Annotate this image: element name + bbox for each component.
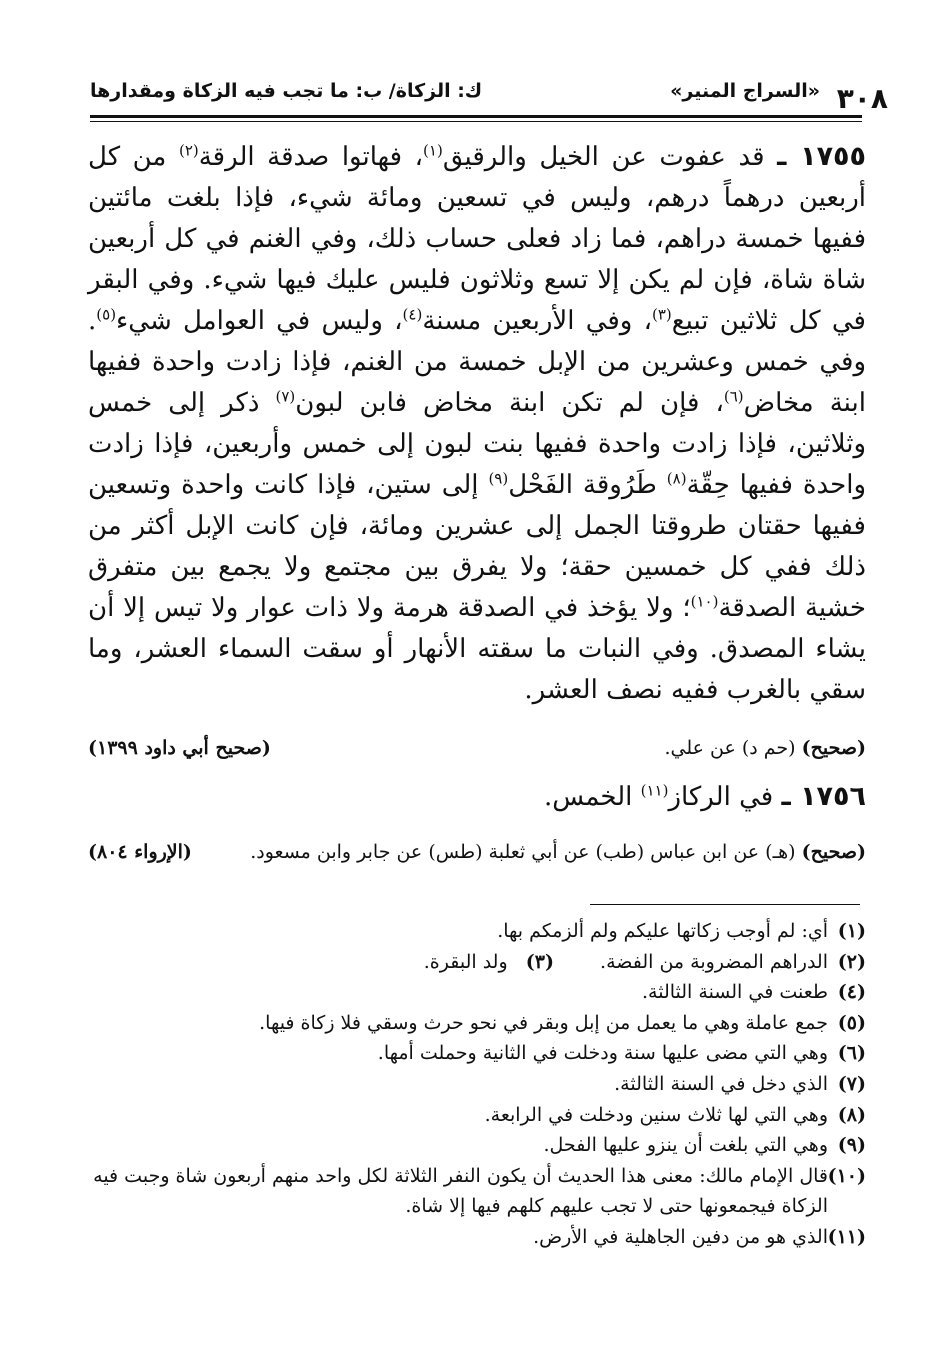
footnote-ref: (١١) <box>640 781 669 800</box>
chapter-title: ك: الزكاة/ ب: ما تجب فيه الزكاة ومقدارها <box>90 80 483 102</box>
footnote-item <box>88 1008 866 1039</box>
hadith-1755 <box>88 136 866 711</box>
footnote-text: قال الإمام مالك: معنى هذا الحديث أن يكون النفر الثلاثة لكل واحد منهم أربعون شاة وجبت فيه الزكاة فيجمعونها حتى لا تجب عليهم كلهم فيها إلا شاة. <box>93 1164 828 1218</box>
source-line-1756 <box>88 838 866 866</box>
footnote-inline <box>424 947 554 978</box>
hadith-1756 <box>88 776 866 818</box>
hadith-text: ، وفي الأربعين مسنة <box>422 306 652 336</box>
footnote-text: الذي هو من دفين الجاهلية في الأرض. <box>533 1225 828 1248</box>
footnote-text: وهي التي بلغت أن ينزو عليها الفحل. <box>543 1134 828 1157</box>
footnote-ref: (١) <box>423 141 443 160</box>
footnote-text: أي: لم أوجب زكاتها عليكم ولم ألزمكم بها. <box>497 920 828 942</box>
footnote-text: وهي التي لها ثلاث سنين ودخلت في الرابعة. <box>484 1103 828 1126</box>
hadith-text: ، فإن لم تكن ابنة مخاض فابن لبون <box>295 388 724 418</box>
hadith-text: في الركاز <box>668 782 774 812</box>
footnote-number: (٢) <box>837 950 866 973</box>
hadith-number: ١٧٥٥ ـ <box>777 141 867 172</box>
footnote-ref: (٦) <box>723 387 744 406</box>
grade-label: (صحيح) <box>801 841 866 863</box>
running-header <box>90 78 888 115</box>
footnote-text: الذي دخل في السنة الثالثة. <box>614 1072 828 1095</box>
hadith-text: . وفي خمس وعشرين من الإبل خمسة من الغنم، فإذا زادت واحدة ففيها ابنة مخاض <box>88 306 866 418</box>
footnote-item <box>88 1130 866 1161</box>
hadith-text: من كل أربعين درهماً درهم، وليس في تسعين ومائة شيء، فإذا بلغت مائتين ففيها خمسة دراهم، فما زاد فعلى حساب ذلك، وفي الغنم في كل أربعين شاة شاة، فإن لم يكن إلا تسع وثلاثون فليس عليك فيها شيء. وفي البقر في كل ثلاثين تبيع <box>88 142 866 336</box>
footnote-ref: (٥) <box>96 305 117 324</box>
hadith-text: طَرُوقة الفَحْل <box>508 470 667 500</box>
footnote-number: (٥) <box>837 1011 866 1034</box>
footnote-number: (١) <box>837 920 866 942</box>
footnote-item <box>88 916 866 947</box>
footnote-ref: (٧) <box>275 387 296 406</box>
footnote-ref: (٣) <box>651 305 672 324</box>
hadith-text: ؛ ولا يؤخذ في الصدقة هرمة ولا ذات عوار ولا تيس إلا أن يشاء المصدق. وفي النبات ما سقته الأنهار أو سقت السماء العشر، وما سقي بالغرب ففيه نصف العشر. <box>88 593 866 705</box>
footnote-item <box>88 977 866 1008</box>
footnote-item <box>88 1222 866 1253</box>
footnote-separator <box>590 904 860 905</box>
footnote-ref: (٩) <box>488 469 509 488</box>
footnote-ref: (٤) <box>402 305 423 324</box>
source-text: (هـ) عن ابن عباس (طب) عن أبي ثعلبة (طس) عن جابر وابن مسعود. <box>250 841 802 863</box>
footnote-number: (٣) <box>525 950 554 973</box>
footnote-item <box>88 1038 866 1069</box>
footnote-ref: (٢) <box>178 141 199 160</box>
footnote-item <box>88 1161 866 1222</box>
source-reference: (صحيح أبي داود ١٣٩٩) <box>88 737 271 759</box>
footnote-text: ولد البقرة. <box>423 950 508 973</box>
source-text: (حم د) عن علي. <box>664 737 802 759</box>
hadith-text: ، فهاتوا صدقة الرقة <box>198 142 424 172</box>
hadith-text: إلى ستين، فإذا كانت واحدة وتسعين ففيها حقتان طروقتا الجمل إلى عشرين ومائة، فإن كانت الإبل أكثر من ذلك ففي كل خمسين حقة؛ ولا يفرق بين مجتمع ولا يجمع بين متفرق خشية الصدقة <box>88 470 867 623</box>
footnote-number: (١١) <box>827 1225 866 1248</box>
footnote-number: (٦) <box>837 1042 866 1065</box>
footnote-text: طعنت في السنة الثالثة. <box>642 981 828 1004</box>
hadith-number: ١٧٥٦ ـ <box>781 781 866 812</box>
footnote-ref: (١٠) <box>690 592 719 611</box>
page-number: ٣٠٨ <box>836 82 888 115</box>
header-rule <box>90 115 862 118</box>
grade-label: (صحيح) <box>801 737 866 759</box>
footnote-number: (٤) <box>837 981 866 1004</box>
hadith-text: ذكر إلى خمس وثلاثين، فإذا زادت واحدة ففيها بنت لبون إلى خمس وأربعين، فإذا زادت واحدة ففيها حِقّة <box>88 388 866 500</box>
hadith-text: قد عفوت عن الخيل والرقيق <box>442 142 765 172</box>
source-reference: (الإرواء ٨٠٤) <box>88 841 192 863</box>
footnote-text: وهي التي مضى عليها سنة ودخلت في الثانية وحملت أمها. <box>377 1042 828 1065</box>
footnote-item <box>88 1069 866 1100</box>
book-title: «السراج المنير» <box>670 80 820 102</box>
source-line-1755 <box>88 734 866 762</box>
hadith-text: ، وليس في العوامل شيء <box>116 306 403 336</box>
footnote-text: الدراهم المضروبة من الفضة. <box>600 950 828 973</box>
footnote-number: (٧) <box>837 1072 866 1095</box>
footnotes <box>88 916 866 1253</box>
footnote-number: (٩) <box>837 1134 866 1157</box>
footnote-ref: (٨) <box>666 469 687 488</box>
footnote-number: (٨) <box>837 1103 866 1126</box>
footnote-item <box>88 947 866 978</box>
header-rule-thin <box>90 121 862 122</box>
footnote-text: جمع عاملة وهي ما يعمل من إبل وبقر في نحو حرث وسقي فلا زكاة فيها. <box>259 1011 828 1034</box>
footnote-number: (١٠) <box>827 1164 866 1187</box>
footnote-item <box>88 1100 866 1131</box>
hadith-text: الخمس. <box>543 782 641 812</box>
